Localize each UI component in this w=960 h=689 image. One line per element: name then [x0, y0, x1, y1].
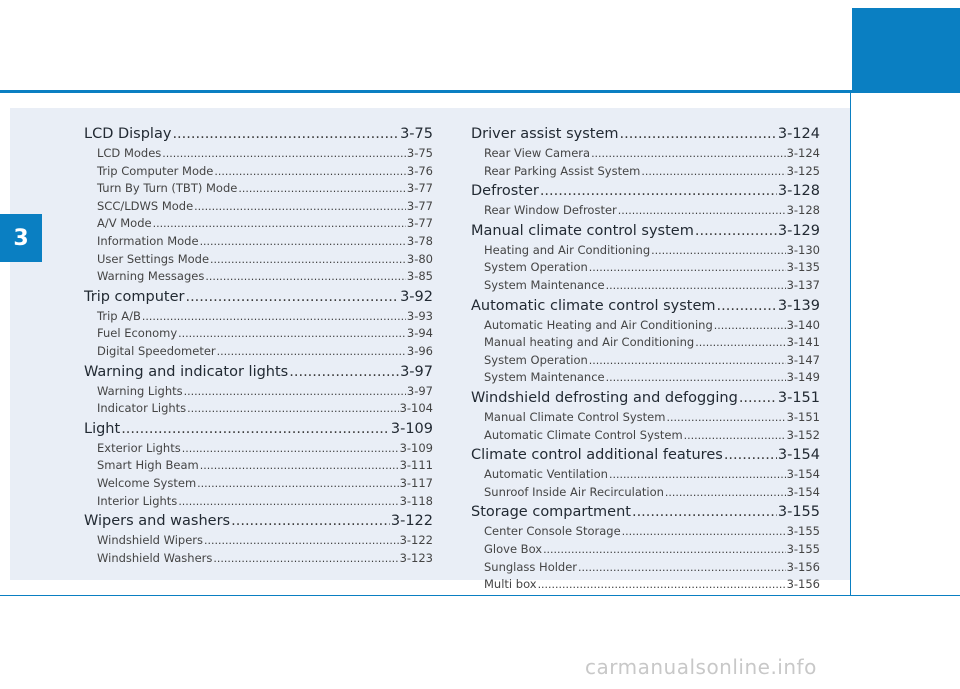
toc-subsection-entry[interactable]: [471, 427, 820, 445]
toc-subsection-entry[interactable]: [84, 400, 433, 418]
toc-entry-page: 3-147: [786, 352, 820, 367]
toc-subsection-entry[interactable]: [84, 550, 433, 568]
toc-section-entry[interactable]: [84, 419, 433, 440]
toc-subsection-entry[interactable]: [471, 466, 820, 484]
corner-tab-block: [852, 8, 960, 90]
toc-entry-page: 3-130: [786, 242, 820, 257]
toc-entry-title: System Maintenance: [484, 370, 605, 385]
toc-entry-title: Glove Box: [484, 541, 543, 556]
toc-entry-page: 3-140: [786, 317, 820, 332]
dot-leader: [197, 475, 398, 493]
toc-right-column: [471, 123, 820, 594]
dot-leader: [578, 559, 786, 577]
toc-entry-title: System Operation: [484, 260, 588, 275]
toc-entry-page: 3-151: [777, 389, 820, 406]
toc-subsection-entry[interactable]: [84, 198, 433, 216]
toc-entry-title: Defroster: [471, 183, 539, 200]
toc-entry-page: 3-128: [786, 203, 820, 218]
toc-entry-title: Sunroof Inside Air Recirculation: [484, 484, 664, 499]
toc-entry-page: 3-125: [786, 163, 820, 178]
toc-entry-page: 3-109: [390, 420, 433, 437]
toc-entry-page: 3-117: [399, 475, 433, 490]
toc-entry-page: 3-122: [399, 533, 433, 548]
toc-entry-title: Storage compartment: [471, 504, 631, 521]
toc-entry-title: Heating and Air Conditioning: [484, 242, 651, 257]
dot-leader: [200, 457, 399, 475]
toc-section-entry[interactable]: [471, 502, 820, 523]
toc-subsection-entry[interactable]: [471, 317, 820, 335]
toc-entry-page: 3-78: [406, 233, 433, 248]
toc-section-entry[interactable]: [471, 388, 820, 409]
toc-entry-page: 3-97: [406, 383, 433, 398]
toc-entry-title: Warning Lights: [97, 383, 183, 398]
dot-leader: [641, 163, 785, 181]
toc-subsection-entry[interactable]: [471, 352, 820, 370]
toc-subsection-entry[interactable]: [471, 163, 820, 181]
dot-leader: [651, 242, 785, 260]
toc-entry-page: 3-111: [399, 458, 433, 473]
dot-leader: [606, 369, 786, 387]
toc-entry-title: LCD Modes: [97, 146, 162, 160]
toc-entry-page: 3-135: [786, 260, 820, 275]
toc-entry-page: 3-155: [786, 541, 820, 556]
toc-entry-page: 3-118: [399, 493, 433, 508]
toc-entry-page: 3-124: [777, 126, 820, 142]
toc-entry-title: Windshield defrosting and defogging: [471, 389, 738, 406]
toc-entry-title: Manual climate control system: [471, 222, 694, 239]
toc-section-entry[interactable]: [84, 362, 433, 383]
dot-leader: [609, 466, 786, 484]
toc-entry-title: Rear View Camera: [484, 146, 591, 160]
toc-entry-title: Automatic Ventilation: [484, 467, 608, 482]
toc-entry-title: Automatic Heating and Air Conditioning: [484, 317, 713, 332]
dot-leader: [666, 409, 785, 427]
toc-entry-title: Multi box: [484, 577, 537, 592]
toc-section-entry[interactable]: [84, 287, 433, 308]
toc-entry-page: 3-156: [786, 559, 820, 574]
header-rule: [0, 90, 960, 93]
dot-leader: [153, 215, 406, 233]
toc-subsection-entry[interactable]: [84, 383, 433, 401]
toc-entry-title: LCD Display: [84, 126, 172, 142]
toc-subsection-entry[interactable]: [84, 475, 433, 493]
toc-entry-page: 3-97: [400, 363, 433, 380]
toc-entry-page: 3-77: [406, 181, 433, 196]
toc-entry-title: Trip computer: [84, 288, 185, 305]
dot-leader: [194, 198, 406, 216]
toc-entry-title: Indicator Lights: [97, 401, 187, 416]
toc-entry-title: Warning and indicator lights: [84, 363, 289, 380]
dot-leader: [665, 484, 786, 502]
dot-leader: [543, 541, 786, 559]
toc-entry-title: Manual Climate Control System: [484, 409, 666, 424]
toc-entry-page: 3-152: [786, 427, 820, 442]
dot-leader: [591, 145, 786, 163]
dot-leader: [540, 181, 777, 202]
toc-entry-title: Manual heating and Air Conditioning: [484, 335, 695, 350]
toc-entry-title: Driver assist system: [471, 126, 619, 142]
toc-entry-title: Automatic Climate Control System: [484, 427, 683, 442]
dot-leader: [217, 343, 406, 361]
toc-entry-page: 3-75: [406, 146, 433, 160]
dot-leader: [210, 251, 406, 269]
toc-section-entry[interactable]: [84, 124, 433, 145]
toc-entry-title: Digital Speedometer: [97, 343, 216, 358]
dot-leader: [187, 400, 398, 418]
toc-entry-title: Interior Lights: [97, 493, 178, 508]
dot-leader: [142, 308, 406, 326]
toc-entry-page: 3-151: [786, 409, 820, 424]
toc-subsection-entry[interactable]: [84, 145, 433, 163]
chapter-tab: 3: [0, 214, 42, 262]
toc-entry-page: 3-75: [400, 126, 433, 142]
toc-entry-page: 3-154: [777, 447, 820, 464]
toc-entry-title: System Operation: [484, 352, 588, 367]
toc-entry-page: 3-124: [786, 146, 820, 160]
toc-section-entry[interactable]: [471, 221, 820, 242]
toc-subsection-entry[interactable]: [471, 576, 820, 594]
toc-subsection-entry[interactable]: [471, 369, 820, 387]
toc-entry-title: Windshield Washers: [97, 550, 213, 565]
toc-subsection-entry[interactable]: [84, 457, 433, 475]
toc-entry-page: 3-122: [390, 513, 433, 530]
toc-subsection-entry[interactable]: [84, 325, 433, 343]
toc-entry-page: 3-156: [786, 577, 820, 592]
toc-subsection-entry[interactable]: [84, 308, 433, 326]
dot-leader: [200, 233, 406, 251]
toc-entry-page: 3-96: [406, 343, 433, 358]
toc-entry-title: A/V Mode: [97, 216, 152, 231]
toc-entry-title: Wipers and washers: [84, 513, 231, 530]
toc-entry-title: Climate control additional features: [471, 447, 723, 464]
toc-subsection-entry[interactable]: [471, 523, 820, 541]
dot-leader: [214, 163, 406, 181]
dot-leader: [182, 440, 399, 458]
dot-leader: [238, 180, 406, 198]
toc-subsection-entry[interactable]: [471, 541, 820, 559]
dot-leader: [622, 523, 786, 541]
toc-section-entry[interactable]: [471, 445, 820, 466]
watermark: carmanualsonline.info: [585, 655, 817, 679]
toc-entry-page: 3-80: [406, 251, 433, 266]
dot-leader: [178, 325, 406, 343]
toc-entry-page: 3-94: [406, 326, 433, 341]
dot-leader: [162, 145, 406, 163]
toc-entry-page: 3-109: [399, 440, 433, 455]
dot-leader: [538, 576, 786, 594]
toc-subsection-entry[interactable]: [471, 202, 820, 220]
dot-leader: [185, 287, 399, 308]
toc-subsection-entry[interactable]: [471, 242, 820, 260]
toc-entry-page: 3-93: [406, 308, 433, 323]
toc-entry-page: 3-77: [406, 216, 433, 231]
toc-entry-title: Light: [84, 420, 121, 437]
toc-entry-title: User Settings Mode: [97, 251, 210, 266]
toc-subsection-entry[interactable]: [84, 268, 433, 286]
toc-entry-page: 3-149: [786, 370, 820, 385]
toc-subsection-entry[interactable]: [84, 215, 433, 233]
toc-section-entry[interactable]: [471, 124, 820, 145]
dot-leader: [632, 502, 777, 523]
toc-section-entry[interactable]: [471, 181, 820, 202]
toc-entry-page: 3-154: [786, 467, 820, 482]
dot-leader: [618, 202, 786, 220]
dot-leader: [289, 362, 399, 383]
dot-leader: [178, 493, 398, 511]
toc-section-entry[interactable]: [84, 511, 433, 532]
toc-entry-title: Turn By Turn (TBT) Mode: [97, 181, 238, 196]
dot-leader: [205, 268, 406, 286]
toc-subsection-entry[interactable]: [84, 251, 433, 269]
toc-entry-title: Warning Messages: [97, 269, 205, 284]
toc-entry-page: 3-77: [406, 198, 433, 213]
dot-leader: [589, 259, 786, 277]
dot-leader: [589, 352, 786, 370]
toc-entry-title: Center Console Storage: [484, 524, 621, 539]
toc-subsection-entry[interactable]: [84, 493, 433, 511]
dot-leader: [724, 445, 777, 466]
toc-entry-title: Smart High Beam: [97, 458, 199, 473]
toc-subsection-entry[interactable]: [471, 277, 820, 295]
toc-entry-title: Rear Window Defroster: [484, 203, 617, 218]
toc-left-column: [84, 123, 433, 567]
toc-entry-page: 3-155: [777, 504, 820, 521]
dot-leader: [231, 511, 390, 532]
toc-subsection-entry[interactable]: [471, 145, 820, 163]
margin-rule: [850, 93, 851, 595]
toc-entry-title: Exterior Lights: [97, 440, 181, 455]
toc-entry-title: Automatic climate control system: [471, 297, 716, 314]
toc-entry-title: Fuel Economy: [97, 326, 178, 341]
dot-leader: [684, 427, 786, 445]
dot-leader: [717, 296, 777, 317]
toc-entry-page: 3-128: [777, 183, 820, 200]
toc-subsection-entry[interactable]: [84, 180, 433, 198]
toc-subsection-entry[interactable]: [84, 440, 433, 458]
toc-entry-page: 3-76: [406, 163, 433, 178]
toc-entry-title: Welcome System: [97, 475, 197, 490]
toc-subsection-entry[interactable]: [471, 259, 820, 277]
toc-entry-page: 3-155: [786, 524, 820, 539]
dot-leader: [172, 124, 399, 145]
toc-entry-page: 3-123: [399, 550, 433, 565]
toc-subsection-entry[interactable]: [471, 334, 820, 352]
toc-entry-page: 3-154: [786, 484, 820, 499]
toc-subsection-entry[interactable]: [84, 233, 433, 251]
dot-leader: [184, 383, 406, 401]
dot-leader: [213, 550, 398, 568]
toc-entry-title: SCC/LDWS Mode: [97, 198, 194, 213]
toc-subsection-entry[interactable]: [471, 484, 820, 502]
toc-entry-title: System Maintenance: [484, 277, 605, 292]
toc-subsection-entry[interactable]: [471, 559, 820, 577]
toc-entry-title: Sunglass Holder: [484, 559, 578, 574]
dot-leader: [606, 277, 786, 295]
toc-entry-title: Trip Computer Mode: [97, 163, 214, 178]
toc-entry-page: 3-129: [777, 222, 820, 239]
toc-subsection-entry[interactable]: [84, 532, 433, 550]
toc-entry-page: 3-139: [777, 297, 820, 314]
dot-leader: [714, 317, 786, 335]
footer-rule: [0, 595, 960, 596]
toc-subsection-entry[interactable]: [84, 163, 433, 181]
dot-leader: [620, 124, 777, 145]
toc-subsection-entry[interactable]: [471, 409, 820, 427]
toc-entry-title: Trip A/B: [97, 308, 141, 323]
dot-leader: [695, 221, 777, 242]
dot-leader: [121, 419, 390, 440]
toc-entry-page: 3-141: [786, 335, 820, 350]
toc-entry-title: Information Mode: [97, 233, 199, 248]
dot-leader: [739, 388, 777, 409]
toc-subsection-entry[interactable]: [84, 343, 433, 361]
toc-entry-page: 3-137: [786, 277, 820, 292]
dot-leader: [695, 334, 785, 352]
dot-leader: [204, 532, 399, 550]
toc-entry-page: 3-104: [399, 401, 433, 416]
toc-entry-title: Rear Parking Assist System: [484, 163, 641, 178]
toc-section-entry[interactable]: [471, 296, 820, 317]
toc-entry-page: 3-92: [400, 288, 433, 305]
toc-entry-title: Windshield Wipers: [97, 533, 204, 548]
toc-entry-page: 3-85: [406, 269, 433, 284]
